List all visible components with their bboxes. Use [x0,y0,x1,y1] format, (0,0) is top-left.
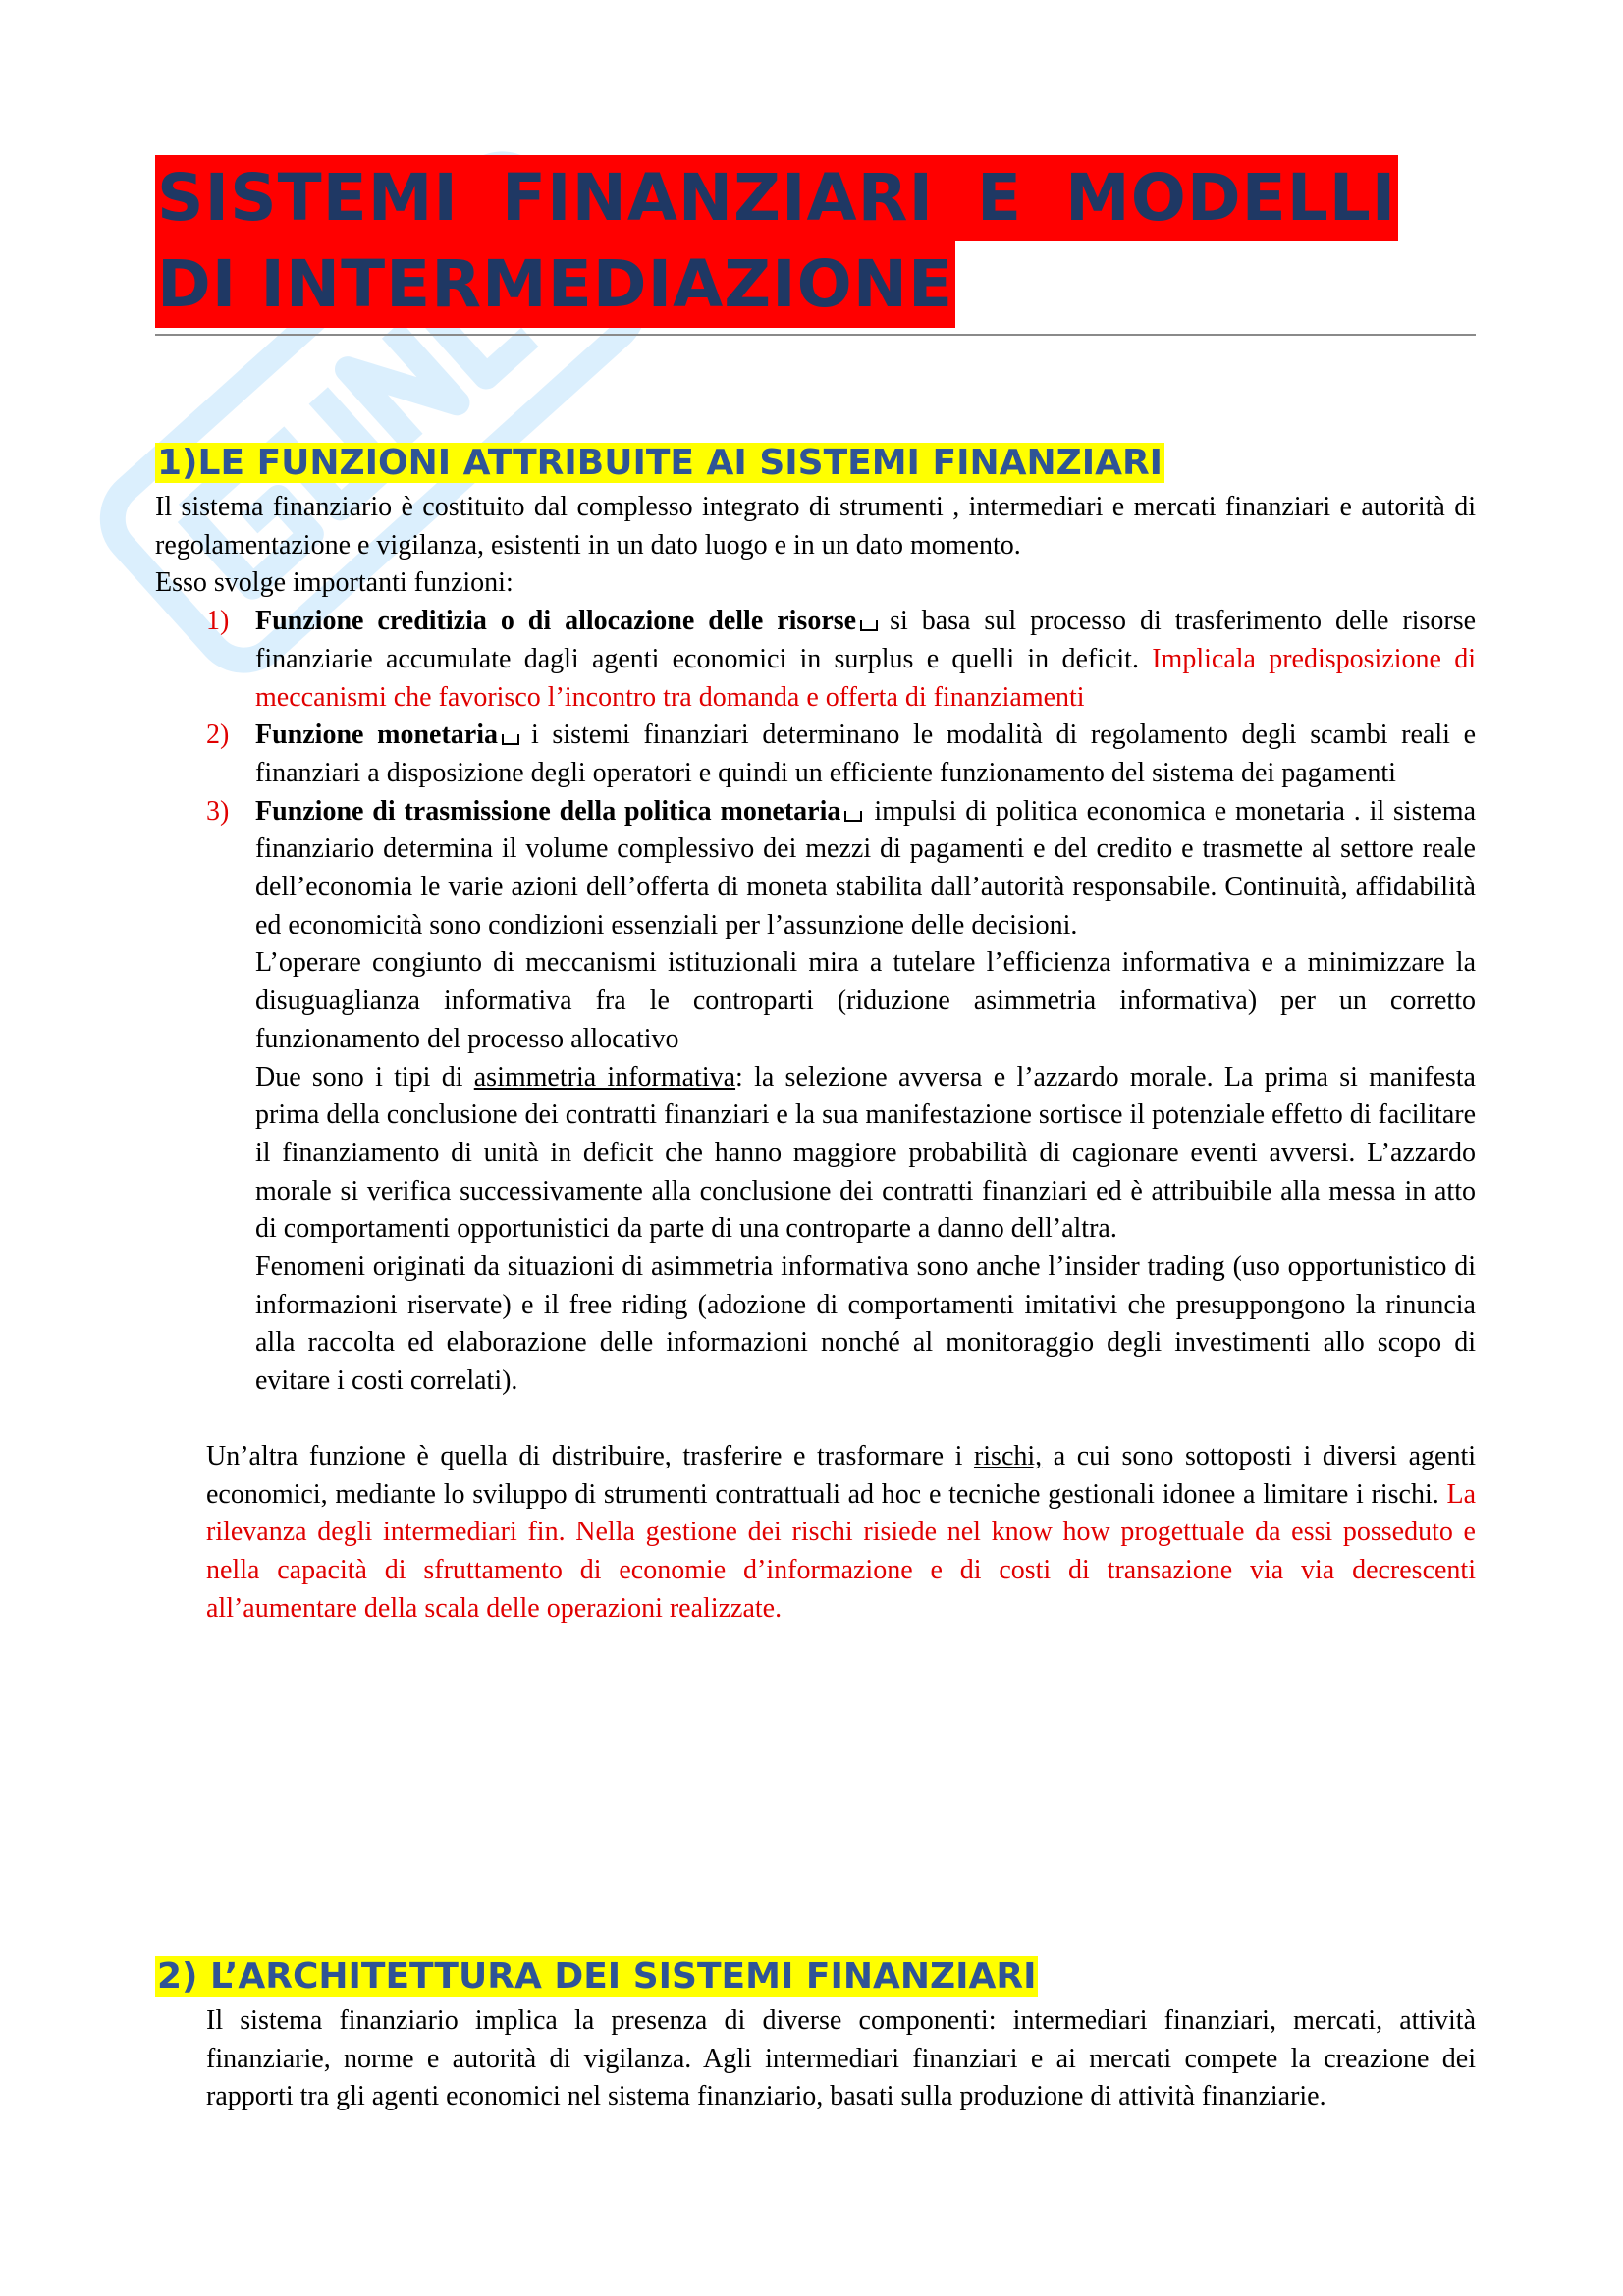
section-1-heading: 1)LE FUNZIONI ATTRIBUITE AI SISTEMI FINANZIARI [157,443,1163,483]
intro-paragraph: Il sistema finanziario è costituito dal complesso integrato di strumenti , intermediari e mercati finanziari e autorità di regolamentazione e vigilanza, esistenti in un dato luogo e in un dato momento. [155,492,1476,561]
title-divider [155,334,1476,336]
title-line-1: SISTEMI FINANZIARI E MODELLI [155,155,1398,241]
section-1-body [155,489,1476,1628]
checkbox-placeholder-icon [502,734,519,745]
document-title [155,155,1476,328]
lead-sentence: Esso svolge importanti funzioni: [155,567,514,599]
functions-list [155,603,1476,944]
efficiency-paragraph: L’operare congiunto di meccanismi istituzionali mira a tutelare l’efficienza informativa e a minimizzare la disuguaglianza informativa fra le controparti (riduzione asimmetria informativa) per un corretto funzionamento del processo allocativo [255,947,1476,1054]
checkbox-placeholder-icon [844,811,862,822]
asymmetry-paragraph: Due sono i tipi di asimmetria informativa: la selezione avversa e l’azzardo morale. La prima si manifesta prima della conclusione dei contratti finanziari e la sua manifestazione sortisce il potenziale effetto di facilitare il finanziamento di unità in deficit che hanno maggiore probabilità di cagionare eventi avversi. L’azzardo morale si verifica successivamente alla conclusione dei contratti finanziari ed è attribuibile alla messa in atto di comportamenti opportunistici da parte di una controparte a danno dell’altra. [255,1061,1476,1245]
list-item: 2) Funzione monetaria i sistemi finanziari determinano le modalità di regolamento degli scambi reali e finanziari a disposizione degli operatori e quindi un efficiente funzionamento del sistema dei pagamenti [206,720,1477,788]
section-2-heading: 2) L’ARCHITETTURA DEI SISTEMI FINANZIARI [157,1956,1037,1997]
phenomena-paragraph: Fenomeni originati da situazioni di asimmetria informativa sono anche l’insider trading (uso opportunistico di informazioni riservate) e il free riding (adozione di comportamenti imitativi che presuppongono la rinuncia alla raccolta ed elaborazione delle informazioni nonché al monitoraggio degli investimenti allo scopo di evitare i costi correlati). [255,1252,1476,1397]
section-2-body [206,2002,1476,2116]
title-line-2: DI INTERMEDIAZIONE [155,241,955,328]
list-item: 3) Funzione di trasmissione della politica monetaria impulsi di politica economica e monetaria . il sistema finanziario determina il volume complessivo dei mezzi di pagamenti e del credito e trasmette al settore reale dell’economia le varie azioni dell’offerta di moneta stabilita dall’autorità responsabile. Continuità, affidabilità ed economicità sono condizioni essenziali per l’assunzione delle decisioni. [206,795,1476,940]
checkbox-placeholder-icon [860,620,878,631]
list-item: 1) Funzione creditizia o di allocazione delle risorse si basa sul processo di trasferimento delle risorse finanziarie accumulate dagli agenti economici in surplus e quelli in deficit. Implicala predisposizione di meccanismi che favorisco l’incontro tra domanda e offerta di finanziamenti [206,606,1477,713]
architecture-paragraph: Il sistema finanziario implica la presenza di diverse componenti: intermediari finanziari, mercati, attività finanziarie, norme e autorità di vigilanza. Agli intermediari finanziari e ai mercati compete la creazione dei rapporti tra gli agenti economici nel sistema finanziario, basati sulla produzione di attività finanziarie. [206,2005,1476,2112]
risk-paragraph: Un’altra funzione è quella di distribuire, trasferire e trasformare i rischi, a cui sono sottoposti i diversi agenti economici, mediante lo sviluppo di strumenti contrattuali ad hoc e tecniche gestionali idonee a limitare i rischi. La rilevanza degli intermediari fin. Nella gestione dei rischi risiede nel know how progettuale da essi posseduto e nella capacità di sfruttamento di economie d’informazione e di costi di transazione via via decrescenti all’aumentare della scala delle operazioni realizzate. [206,1440,1477,1624]
